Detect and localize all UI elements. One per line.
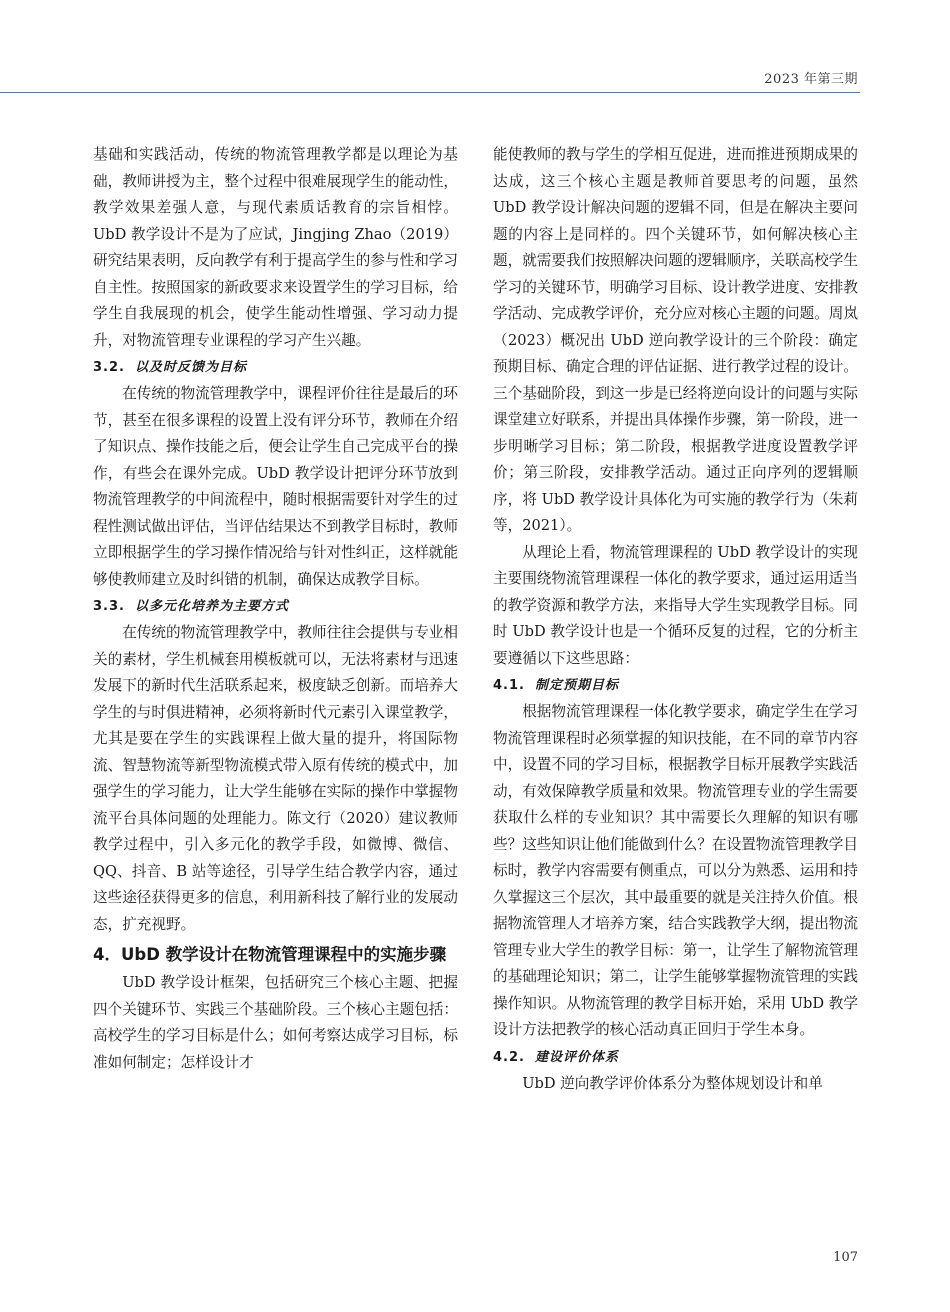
subsection-number: 3.2. <box>93 360 125 375</box>
header-rule <box>0 92 860 93</box>
subsection-number: 3.3. <box>93 599 125 614</box>
subsection-3-2-heading <box>93 356 458 380</box>
subsection-3-3-heading <box>93 595 458 619</box>
subsection-number: 4.2. <box>493 1049 525 1065</box>
subsection-number: 4.1. <box>493 678 525 693</box>
journal-issue: 2023 年第三期 <box>764 72 858 87</box>
subsection-title: 以及时反馈为目标 <box>135 360 248 375</box>
subsection-title: 制定预期目标 <box>535 678 620 693</box>
page-number: 107 <box>833 1250 858 1265</box>
right-column <box>493 142 858 1097</box>
paragraph: 在传统的物流管理教学中，教师往往会提供与专业相关的素材，学生机械套用模板就可以，无法将素材与迅速发展下的新时代生活联系起来，极度缺乏创新。而培养大学生的与时俱进精神，必须将新时代元素引入课堂教学，尤其是要在学生的实践课程上做大量的提升，将国际物流、智慧物流等新型物流模式带入原有传统的模式中，加强学生的学习能力，让大学生能够在实际的操作中掌握物流平台具体问题的处理能力。陈文行（2020）建议教师教学过程中，引入多元化的教学手段，如微博、微信、QQ、抖音、B 站等途径，引导学生结合教学内容，通过这些途径获得更多的信息，利用新科技了解行业的发展动态，扩充视野。 <box>93 624 458 933</box>
section-4-heading: 4．UbD 教学设计在物流管理课程中的实施步骤 <box>93 945 447 964</box>
subsection-title: 建设评价体系 <box>535 1049 620 1065</box>
paragraph: 能使教师的教与学生的学相互促进，进而推进预期成果的达成，这三个核心主题是教师首要思考的问题，虽然 UbD 教学设计解决问题的逻辑不同，但是在解决主要问题的内容上是同样的。四个关键环节，如何解决核心主题，就需要我们按照解决问题的逻辑顺序，关联高校学生学习的关键环节，明确学习目标、设计教学进度、安排教学活动、完成教学评价，充分应对核心主题的问题。周岚（2023）概况出 UbD 逆向教学设计的三个阶段：确定预期目标、确定合理的评估证据、进行教学过程的设计。三个基础阶段，到这一步是已经将逆向设计的问题与实际课堂建立好联系，并提出具体操作步骤，第一阶段，进一步明晰学习目标；第二阶段，根据教学进度设置教学评价；第三阶段，安排教学活动。通过正向序列的逻辑顺序，将 UbD 教学设计具体化为可实施的教学行为（朱莉等，2021）。 <box>493 146 858 534</box>
paragraph: UbD 教学设计框架，包括研究三个核心主题、把握四个关键环节、实践三个基础阶段。三个核心主题包括：高校学生的学习目标是什么；如何考察达成学习目标，标准如何制定；怎样设计才 <box>93 974 458 1071</box>
subsection-4-2-heading <box>493 1046 858 1070</box>
paragraph: 在传统的物流管理教学中，课程评价往往是最后的环节，甚至在很多课程的设置上没有评分环节，教师在介绍了知识点、操作技能之后，便会让学生自己完成平台的操作，有些会在课外完成。UbD 教学设计把评分环节放到物流管理教学的中间流程中，随时根据需要针对学生的过程性测试做出评估，当评估结果达不到教学目标时，教师立即根据学生的学习操作情况给与针对性纠正，这样就能够使教师建立及时纠错的机制，确保达成教学目标。 <box>93 385 458 588</box>
subsection-4-1-heading <box>493 674 858 698</box>
paragraph: UbD 逆向教学评价体系分为整体规划设计和单 <box>522 1074 823 1092</box>
subsection-title: 以多元化培养为主要方式 <box>135 599 290 614</box>
paragraph: 从理论上看，物流管理课程的 UbD 教学设计的实现主要围绕物流管理课程一体化的教学要求，通过运用适当的教学资源和教学方法，来指导大学生实现教学目标。同时 UbD 教学设计也是一个循环反复的过程，它的分析主要遵循以下这些思路： <box>493 543 858 667</box>
left-column <box>93 142 458 1076</box>
paragraph: 基础和实践活动，传统的物流管理教学都是以理论为基础，教师讲授为主，整个过程中很难展现学生的能动性，教学效果差强人意，与现代素质话教育的宗旨相悖。UbD 教学设计不是为了应试，Jingjing Zhao（2019）研究结果表明，反向教学有利于提高学生的参与性和学习自主性。按照国家的新政要求来设置学生的学习目标，给学生自我展现的机会，使学生能动性增强、学习动力提升，对物流管理专业课程的学习产生兴趣。 <box>93 146 458 349</box>
paragraph: 根据物流管理课程一体化教学要求，确定学生在学习物流管理课程时必须掌握的知识技能，在不同的章节内容中，设置不同的学习目标，根据教学目标开展教学实践活动，有效保障教学质量和效果。物流管理专业的学生需要获取什么样的专业知识？其中需要长久理解的知识有哪些？这些知识让他们能做到什么？在设置物流管理教学目标时，教学内容需要有侧重点，可以分为熟悉、运用和持久掌握这三个层次，其中最重要的就是关注持久价值。根据物流管理人才培养方案，结合实践教学大纲，提出物流管理专业大学生的教学目标：第一，让学生了解物流管理的基础理论知识；第二，让学生能够掌握物流管理的实践操作知识。从物流管理的教学目标开始，采用 UbD 教学设计方法把教学的核心活动真正回归于学生本身。 <box>493 703 858 1038</box>
